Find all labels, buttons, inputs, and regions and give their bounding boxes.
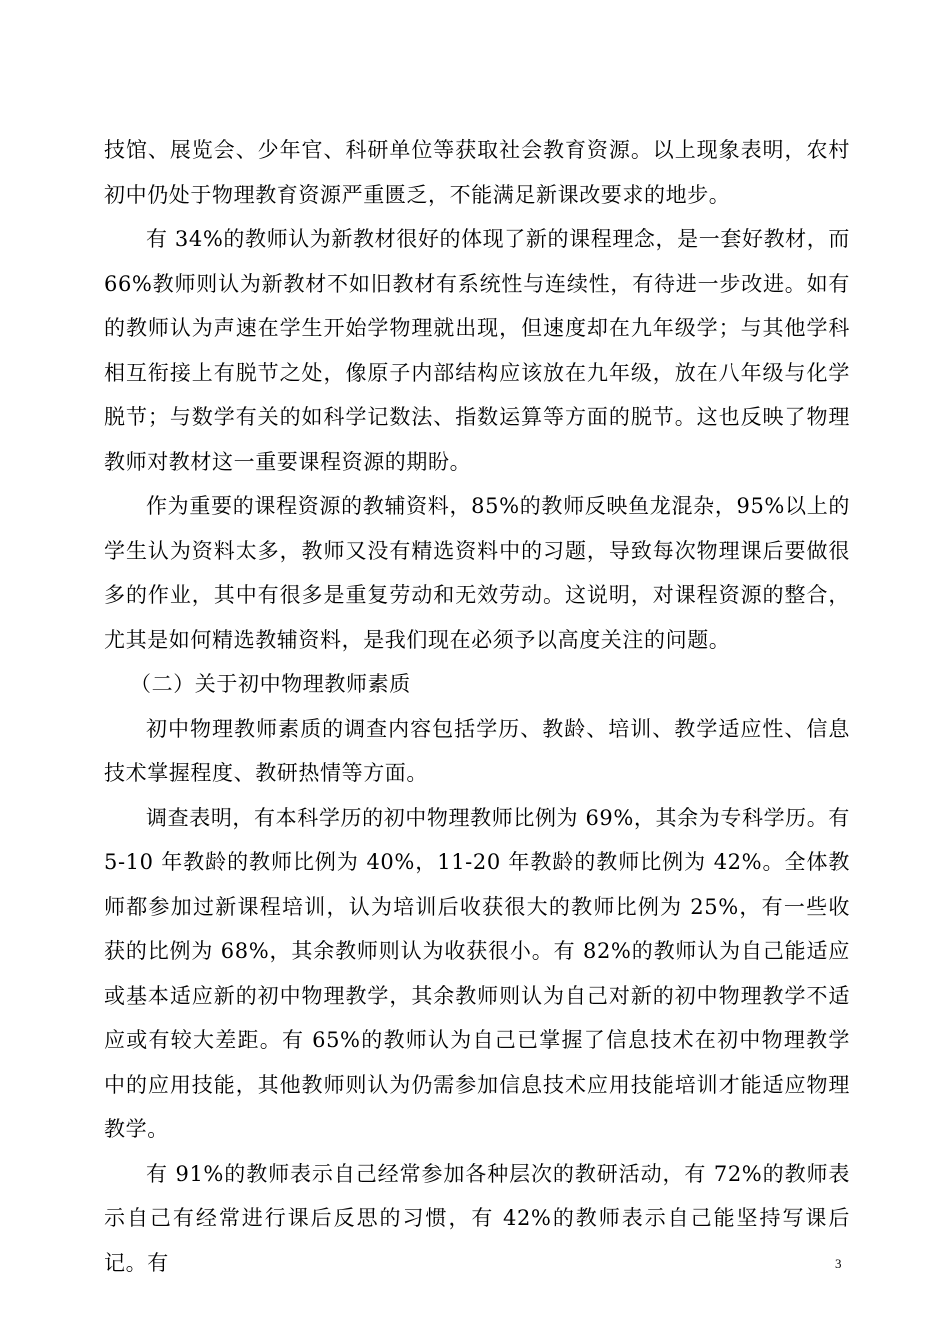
paragraph-survey-content: 初中物理教师素质的调查内容包括学历、教龄、培训、教学适应性、信息技术掌握程度、教研热情等方面。 — [104, 716, 850, 785]
body-text — [104, 128, 850, 1285]
section-heading: （二）关于初中物理教师素质 — [130, 672, 411, 696]
paragraph-textbook: 有 34%的教师认为新教材很好的体现了新的课程理念，是一套好教材，而 66%教师则认为新教材不如旧教材有系统性与连续性，有待进一步改进。如有的教师认为声速在学生开始学物理就出现，但速度却在九年级学；与其他学科相互衔接上有脱节之处，像原子内部结构应该放在九年级，放在八年级与化学脱节；与数学有关的如科学记数法、指数运算等方面的脱节。这也反映了物理教师对教材这一重要课程资源的期盼。 — [104, 227, 850, 474]
page-number: 3 — [835, 1256, 842, 1271]
paragraph-research-activity: 有 91%的教师表示自己经常参加各种层次的教研活动，有 72%的教师表示自己有经常进行课后反思的习惯，有 42%的教师表示自己能坚持写课后记。有 — [104, 1161, 850, 1275]
paragraph-continued: 技馆、展览会、少年官、科研单位等获取社会教育资源。以上现象表明，农村初中仍处于物理教育资源严重匮乏，不能满足新课改要求的地步。 — [104, 138, 850, 207]
paragraph-reference-materials: 作为重要的课程资源的教辅资料，85%的教师反映鱼龙混杂，95%以上的学生认为资料太多，教师又没有精选资料中的习题，导致每次物理课后要做很多的作业，其中有很多是重复劳动和无效劳动。这说明，对课程资源的整合，尤其是如何精选教辅资料，是我们现在必须予以高度关注的问题。 — [104, 494, 850, 652]
paragraph-survey-results: 调查表明，有本科学历的初中物理教师比例为 69%，其余为专科学历。有 5-10 年教龄的教师比例为 40%，11-20 年教龄的教师比例为 42%。全体教师都参加过新课程培训，认为培训后收获很大的教师比例为 25%，有一些收获的比例为 68%，其余教师则认为收获很小。有 82%的教师认为自己能适应或基本适应新的初中物理教学，其余教师则认为自己对新的初中物理教学不适应或有较大差距。有 65%的教师认为自己已掌握了信息技术在初中物理教学中的应用技能，其他教师则认为仍需参加信息技术应用技能培训才能适应物理教学。 — [104, 805, 850, 1141]
